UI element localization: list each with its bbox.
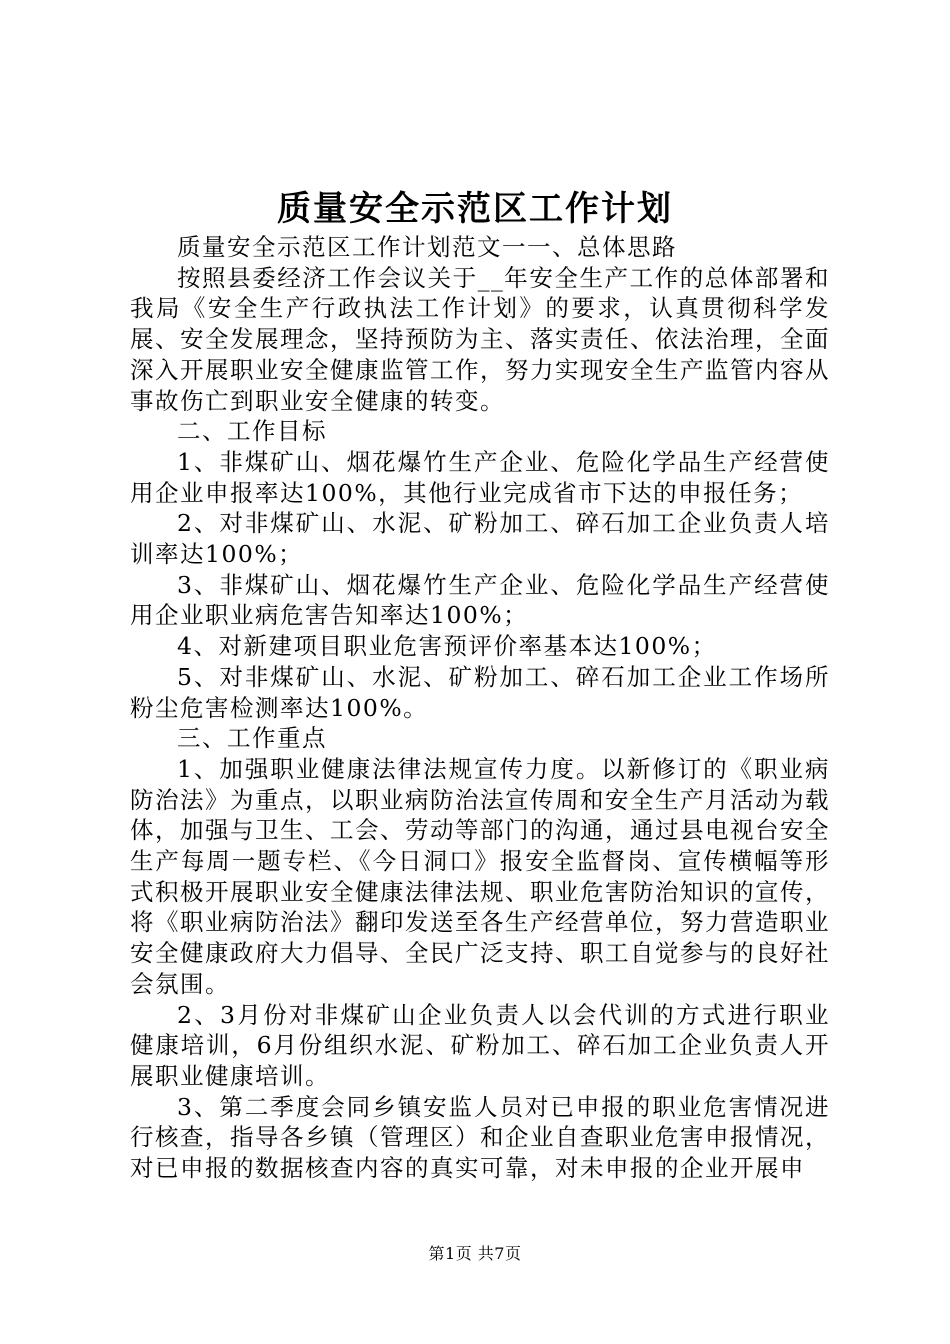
goal-item-3: 3、非煤矿山、烟花爆竹生产企业、危险化学品生产经营使用企业职业病危害告知率达100%； [130, 570, 830, 630]
section-heading-focus: 三、工作重点 [177, 724, 327, 753]
paragraph-general-approach: 按照县委经济工作会议关于__年安全生产工作的总体部署和我局《安全生产行政执法工作计划》的要求，认真贯彻科学发展、安全发展理念，坚持预防为主、落实责任、依法治理，全面深入开展职业安全健康监管工作，努力实现安全生产监管内容从事故伤亡到职业安全健康的转变。 [130, 263, 830, 415]
goal-item-4: 4、对新建项目职业危害预评价率基本达100%； [177, 632, 717, 661]
page-footer: 第1页 共7页 [428, 1244, 522, 1263]
goal-item-1: 1、非煤矿山、烟花爆竹生产企业、危险化学品生产经营使用企业申报率达100%，其他行业完成省市下达的申报任务； [130, 447, 830, 507]
paragraph-intro: 质量安全示范区工作计划范文一一、总体思路 [177, 233, 677, 261]
focus-item-2: 2、3月份对非煤矿山企业负责人以会代训的方式进行职业健康培训，6月份组织水泥、矿粉加工、碎石加工企业负责人开展职业健康培训。 [130, 1000, 830, 1090]
focus-item-1: 1、加强职业健康法律法规宣传力度。以新修订的《职业病防治法》为重点，以职业病防治法宣传周和安全生产月活动为载体，加强与卫生、工会、劳动等部门的沟通，通过县电视台安全生产每周一题专栏、《今日洞口》报安全监督岗、宣传横幅等形式积极开展职业安全健康法律法规、职业危害防治知识的宣传，将《职业病防治法》翻印发送至各生产经营单位，努力营造职业安全健康政府大力倡导、全民广泛支持、职工自觉参与的良好社会氛围。 [130, 754, 830, 998]
goal-item-5: 5、对非煤矿山、水泥、矿粉加工、碎石加工企业工作场所粉尘危害检测率达100%。 [130, 662, 830, 722]
goal-item-2: 2、对非煤矿山、水泥、矿粉加工、碎石加工企业负责人培训率达100%； [130, 509, 830, 569]
document-title: 质量安全示范区工作计划 [277, 189, 673, 229]
focus-item-3: 3、第二季度会同乡镇安监人员对已申报的职业危害情况进行核查，指导各乡镇（管理区）和企业自查职业危害申报情况，对已申报的数据核查内容的真实可靠，对未申报的企业开展申 [130, 1092, 830, 1183]
document-body [130, 232, 830, 1184]
section-heading-goals: 二、工作目标 [177, 417, 327, 446]
